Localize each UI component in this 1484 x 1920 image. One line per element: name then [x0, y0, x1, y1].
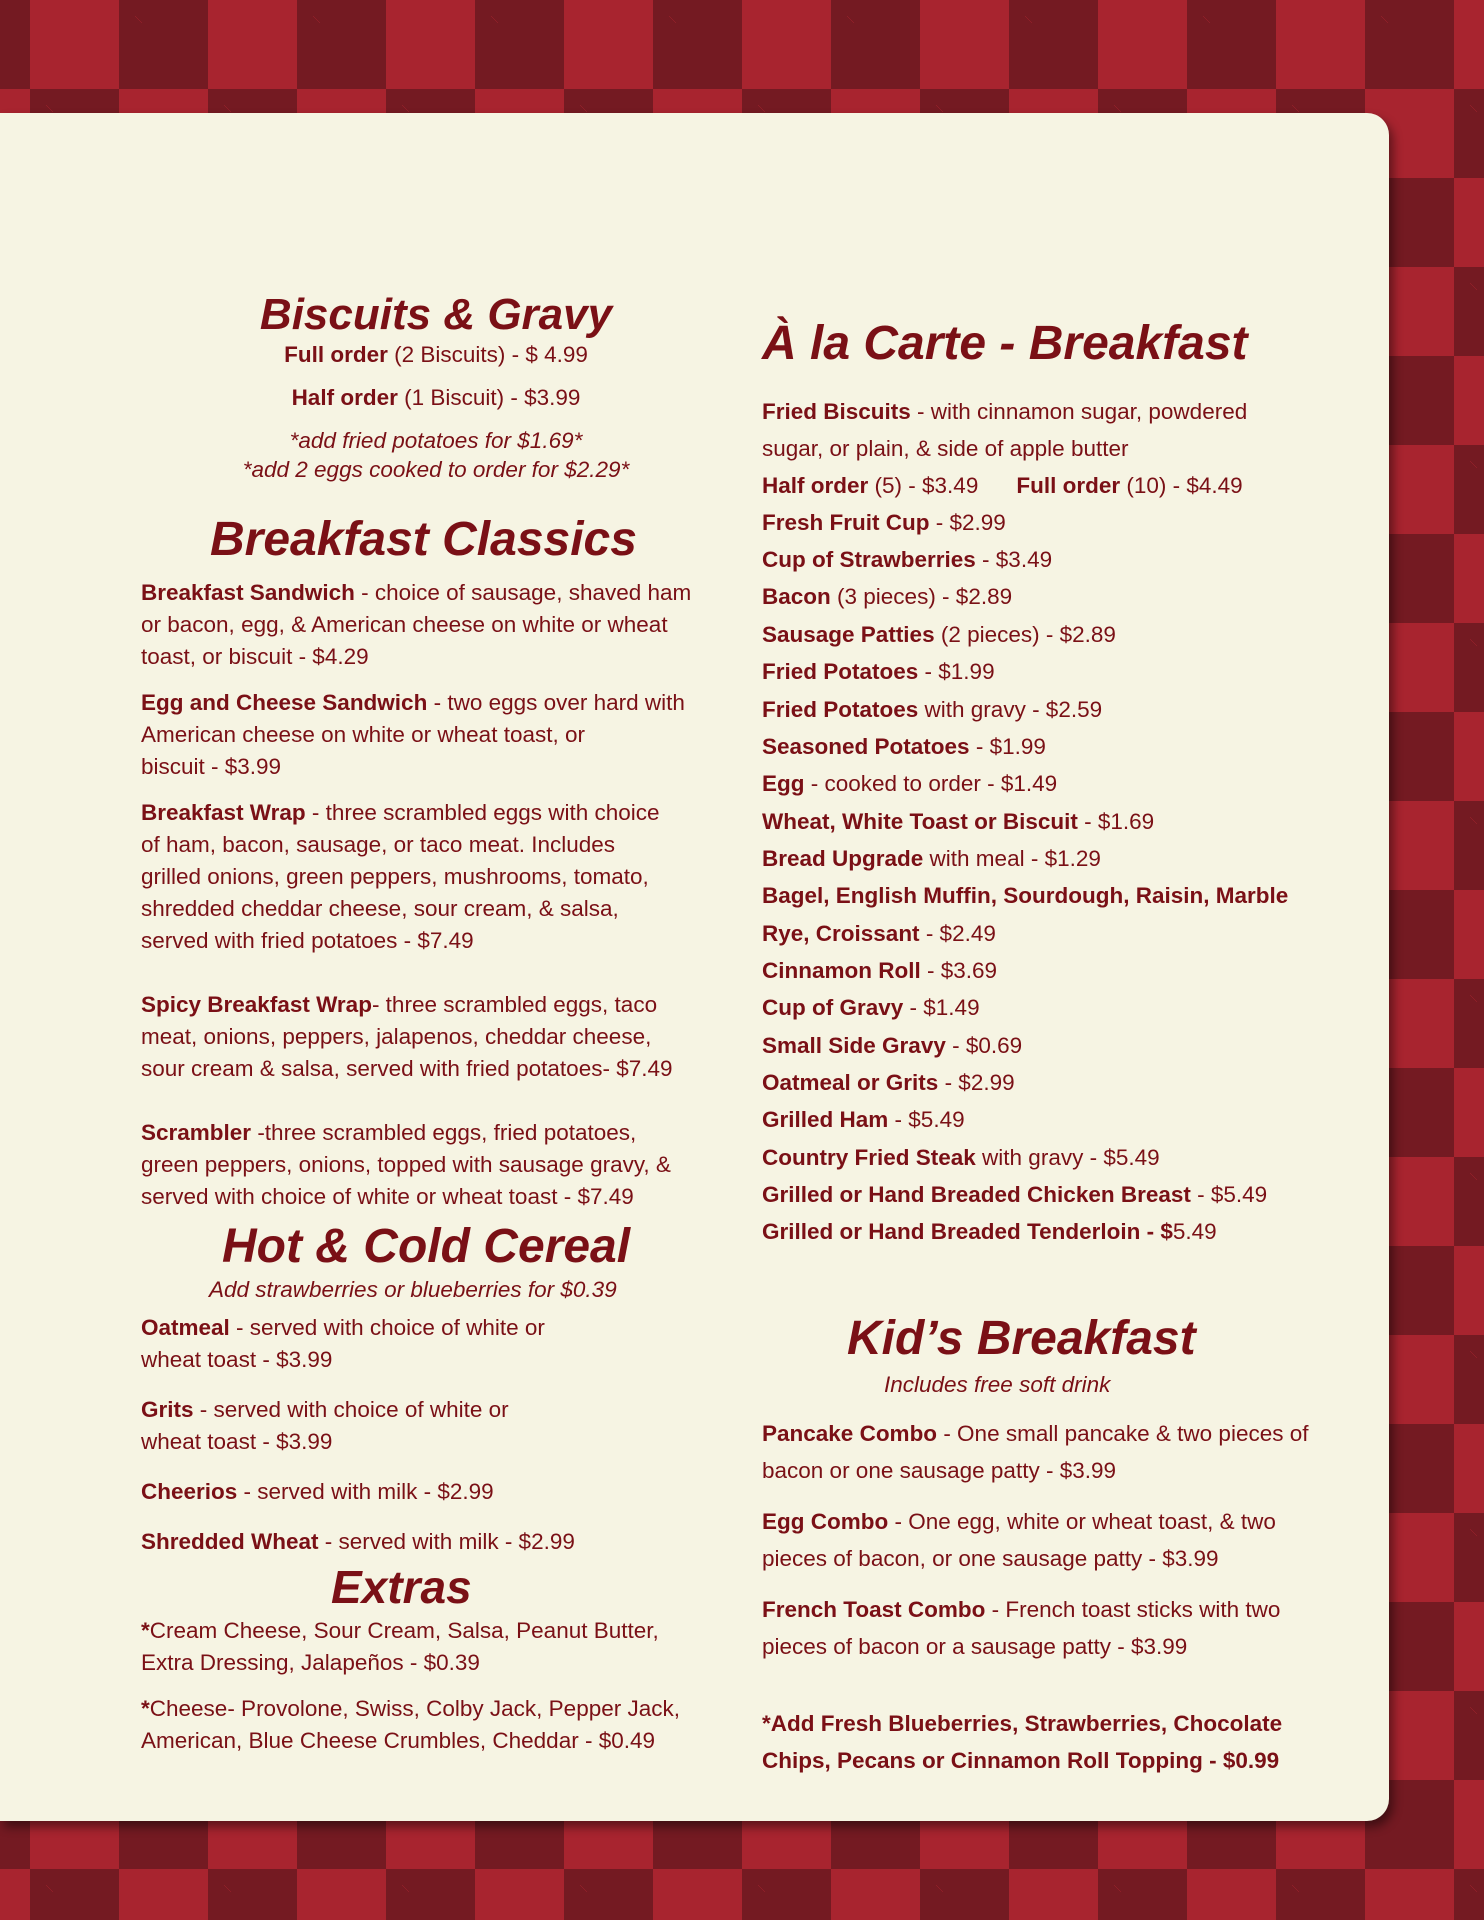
extras-item: *Cheese- Provolone, Swiss, Colby Jack, Pepper Jack, American, Blue Cheese Crumbles, Cheddar - $0.49 [141, 1695, 680, 1753]
alacarte-item: Oatmeal or Grits - $2.99 [762, 1069, 1015, 1095]
alacarte-item: Grilled or Hand Breaded Tenderloin - $5.49 [762, 1219, 1217, 1245]
cereal-item: Oatmeal - served with choice of white or wheat toast - $3.99 [141, 1314, 545, 1372]
cereal-item: Shredded Wheat - served with milk - $2.99 [141, 1528, 575, 1554]
cereal-item: Cheerios - served with milk - $2.99 [141, 1478, 494, 1504]
alacarte-item: Small Side Gravy - $0.69 [762, 1032, 1023, 1058]
fried-biscuits-orders: Half order (5) - $3.49 Full order (10) - $4.49 [762, 472, 1243, 498]
menu-panel [0, 113, 1389, 1821]
alacarte-item: Rye, Croissant - $2.49 [762, 920, 996, 946]
classic-item: Breakfast Wrap - three scrambled eggs with choice of ham, bacon, sausage, or taco meat. Includes grilled onions, green peppers, mushrooms, tomato, shredded cheddar cheese, sour cream, & salsa, served with fried potatoes - $7.49 [141, 800, 660, 954]
alacarte-item: Grilled Ham - $5.49 [762, 1107, 965, 1133]
classic-item: Spicy Breakfast Wrap- three scrambled eggs, taco meat, onions, peppers, jalapenos, cheddar cheese, sour cream & salsa, served with fried potatoes- $7.49 [141, 992, 673, 1082]
classic-item: Breakfast Sandwich - choice of sausage, shaved ham or bacon, egg, & American cheese on white or wheat toast, or biscuit - $4.29 [141, 580, 692, 670]
alacarte-item: Egg - cooked to order - $1.49 [762, 771, 1058, 797]
kids-item: Egg Combo - One egg, white or wheat toast, & two pieces of bacon, or one sausage patty - $3.99 [762, 1509, 1276, 1572]
left-column [141, 291, 731, 1757]
classic-item: Scrambler -three scrambled eggs, fried potatoes, green peppers, onions, topped with sausage gravy, & served with choice of white or wheat toast - $7.49 [141, 1120, 671, 1210]
kids-addon: *Add Fresh Blueberries, Strawberries, Chocolate Chips, Pecans or Cinnamon Roll Topping - $0.99 [762, 1711, 1283, 1774]
kids-item: Pancake Combo - One small pancake & two pieces of bacon or one sausage patty - $3.99 [762, 1421, 1309, 1484]
classic-item: Egg and Cheese Sandwich - two eggs over hard with American cheese on white or wheat toast, or biscuit - $3.99 [141, 690, 685, 780]
alacarte-item: Sausage Patties (2 pieces) - $2.89 [762, 621, 1116, 647]
alacarte-item: Cinnamon Roll - $3.69 [762, 957, 998, 983]
breakfast-classics-heading: Breakfast Classics [210, 513, 637, 567]
biscuits-half-order: Half order (1 Biscuit) - $3.99 [291, 385, 581, 411]
cereal-note: Add strawberries or blueberries for $0.39 [209, 1276, 617, 1302]
kids-item: French Toast Combo - French toast sticks with two pieces of bacon or a sausage patty - $3.99 [762, 1597, 1281, 1660]
biscuits-gravy-heading: Biscuits & Gravy [259, 290, 613, 339]
biscuits-note-potatoes: *add fried potatoes for $1.69* [289, 428, 583, 454]
alacarte-item: Fried Potatoes - $1.99 [762, 659, 995, 685]
kids-breakfast-heading: Kid’s Breakfast [847, 1311, 1196, 1365]
alacarte-item: Bacon (3 pieces) - $2.89 [762, 584, 1013, 610]
alacarte-item: Grilled or Hand Breaded Chicken Breast - $5.49 [762, 1181, 1268, 1207]
right-column [762, 318, 1352, 1779]
alacarte-list [762, 504, 1352, 1251]
cereal-heading: Hot & Cold Cereal [222, 1220, 631, 1274]
alacarte-item: Fresh Fruit Cup - $2.99 [762, 509, 1006, 535]
cereal-item: Grits - served with choice of white or wheat toast - $3.99 [141, 1396, 509, 1454]
alacarte-item: Bagel, English Muffin, Sourdough, Raisin, Marble [762, 883, 1289, 909]
alacarte-item: Fried Potatoes with gravy - $2.59 [762, 696, 1103, 722]
biscuits-note-eggs: *add 2 eggs cooked to order for $2.29* [242, 457, 630, 483]
alacarte-item: Wheat, White Toast or Biscuit - $1.69 [762, 808, 1155, 834]
biscuits-full-order: Full order (2 Biscuits) - $ 4.99 [284, 342, 588, 368]
alacarte-item: Bread Upgrade with meal - $1.29 [762, 845, 1101, 871]
extras-item: *Cream Cheese, Sour Cream, Salsa, Peanut Butter, Extra Dressing, Jalapeños - $0.39 [141, 1617, 659, 1675]
alacarte-item: Seasoned Potatoes - $1.99 [762, 733, 1046, 759]
fried-biscuits-item: Fried Biscuits - with cinnamon sugar, powdered sugar, or plain, & side of apple butter [762, 398, 1248, 461]
alacarte-item: Cup of Strawberries - $3.49 [762, 547, 1053, 573]
alacarte-item: Cup of Gravy - $1.49 [762, 995, 980, 1021]
alacarte-heading: À la Carte - Breakfast [762, 317, 1248, 370]
kids-note: Includes free soft drink [884, 1372, 1111, 1398]
alacarte-item: Country Fried Steak with gravy - $5.49 [762, 1144, 1160, 1170]
extras-heading: Extras [331, 1560, 472, 1613]
